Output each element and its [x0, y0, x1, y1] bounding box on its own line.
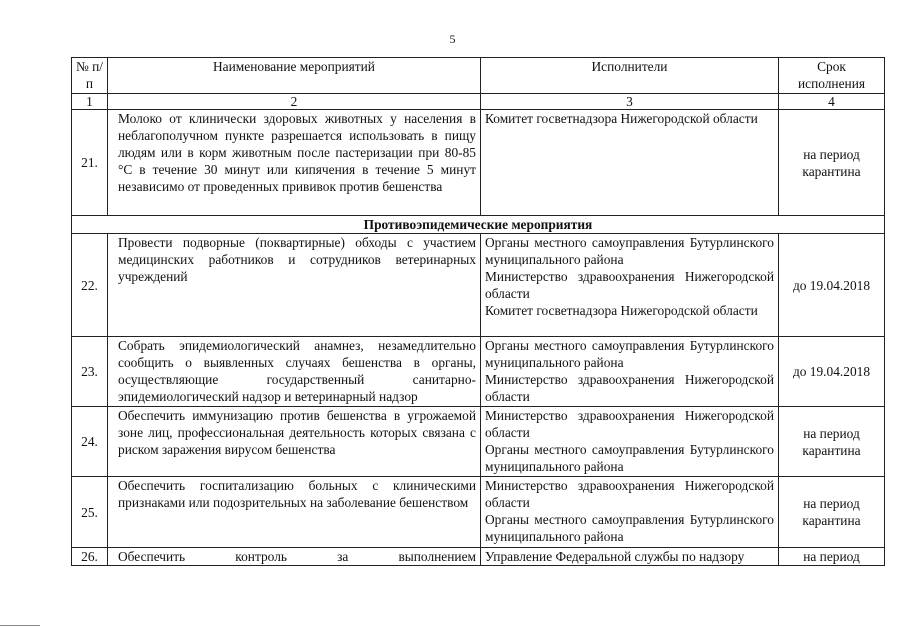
row-number: 25.: [72, 477, 108, 548]
header-exec: Исполнители: [481, 58, 779, 94]
executor: Министерство здравоохранения Нижегородской области: [485, 269, 774, 301]
section-title: Противоэпидемические мероприятия: [72, 216, 885, 234]
executor: Министерство здравоохранения Нижегородской области: [485, 408, 774, 440]
row-number: 21.: [72, 110, 108, 216]
measure-name: Обеспечить иммунизацию против бешенства в угрожаемой зоне лиц, профессиональная деятельность которых связана с риском заражения вирусом бешенства: [108, 407, 481, 477]
index-cell: 1: [72, 94, 108, 110]
executor: Комитет госветнадзора Нижегородской области: [485, 303, 758, 318]
executor: Органы местного самоуправления Бутурлинского муниципального района: [485, 442, 774, 474]
table-row: [72, 548, 885, 566]
row-number: 23.: [72, 337, 108, 407]
section-row: [72, 216, 885, 234]
executor-cell: [481, 548, 779, 566]
executor-cell: [481, 407, 779, 477]
executor: Органы местного самоуправления Бутурлинского муниципального района: [485, 512, 774, 544]
table-row: [72, 477, 885, 548]
header-name: Наименование мероприятий: [108, 58, 481, 94]
header-term: Срок исполнения: [779, 58, 885, 94]
deadline: на период карантина: [779, 407, 885, 477]
header-num: № п/п: [72, 58, 108, 94]
deadline: до 19.04.2018: [779, 234, 885, 337]
row-number: 24.: [72, 407, 108, 477]
page-number: 5: [449, 32, 456, 46]
row-number: 26.: [72, 548, 108, 566]
measure-name: Собрать эпидемиологический анамнез, незамедлительно сообщить о выявленных случаях бешенства в органы, осуществляющие государственный санитарно-эпидемиологический надзор и ветеринарный надзор: [108, 337, 481, 407]
table-row: [72, 234, 885, 337]
table-row: [72, 337, 885, 407]
executor-cell: [481, 477, 779, 548]
measure-name: Обеспечить контроль за выполнением: [108, 548, 481, 566]
deadline: на период карантина: [779, 477, 885, 548]
executor: Комитет госветнадзора Нижегородской области: [485, 111, 758, 126]
index-cell: 4: [779, 94, 885, 110]
index-cell: 2: [108, 94, 481, 110]
measures-table: [71, 57, 885, 566]
header-row: [72, 58, 885, 94]
measure-name: Обеспечить госпитализацию больных с клиническими признаками или подозрительных на заболевание бешенством: [108, 477, 481, 548]
executor: Органы местного самоуправления Бутурлинского муниципального района: [485, 235, 774, 267]
deadline: на период карантина: [779, 110, 885, 216]
table-row: [72, 110, 885, 216]
scan-edge-line: [0, 625, 40, 626]
row-number: 22.: [72, 234, 108, 337]
measure-name: Провести подворные (поквартирные) обходы с участием медицинских работников и сотрудников ветеринарных учреждений: [108, 234, 481, 337]
executor-cell: [481, 337, 779, 407]
executor: Министерство здравоохранения Нижегородской области: [485, 478, 774, 510]
executor-cell: [481, 110, 779, 216]
measure-name: Молоко от клинически здоровых животных у населения в неблагополучном пункте разрешается использовать в пищу людям или в корм животным после пастеризации при 80-85 °С в течение 30 минут или кипячения в течение 5 минут независимо от проведенных прививок против бешенства: [108, 110, 481, 216]
executor: Органы местного самоуправления Бутурлинского муниципального района: [485, 338, 774, 370]
table-row: [72, 407, 885, 477]
executor: Министерство здравоохранения Нижегородской области: [485, 372, 774, 404]
deadline: до 19.04.2018: [779, 337, 885, 407]
deadline: на период: [779, 548, 885, 566]
index-cell: 3: [481, 94, 779, 110]
executor: Управление Федеральной службы по надзору: [485, 549, 745, 564]
executor-cell: [481, 234, 779, 337]
index-row: [72, 94, 885, 110]
